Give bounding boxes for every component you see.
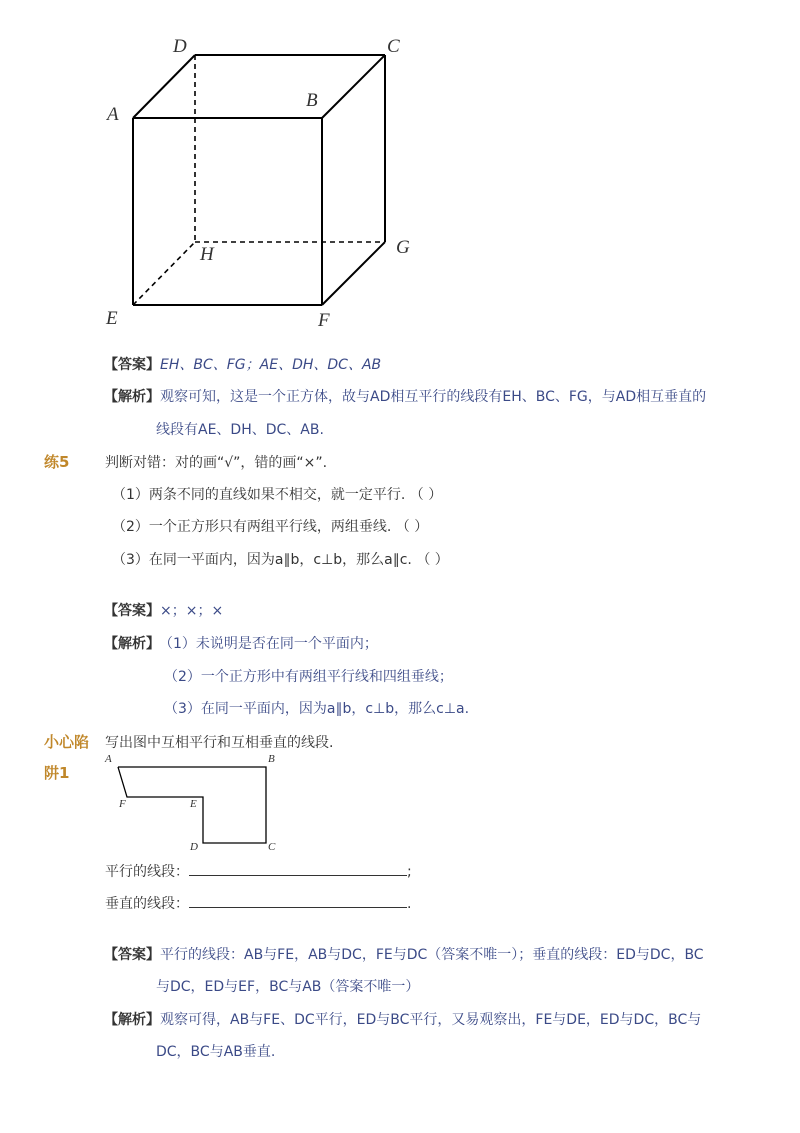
answer-tag: 【答案】: [104, 947, 160, 963]
analysis-tag: 【解析】: [104, 1012, 160, 1028]
analysis-tag: 【解析】: [104, 389, 160, 405]
q5-answer: [104, 600, 223, 620]
trap-label-cont: 阱1: [44, 764, 70, 782]
edge-ad: [133, 55, 195, 118]
fig-label-f: F: [119, 798, 126, 810]
edge-fg: [322, 242, 385, 305]
parallel-line: [105, 861, 412, 881]
cube-label-b: B: [306, 90, 318, 111]
analysis-text: 观察可知，这是一个正方体，故与AD相互平行的线段有EH、BC、FG，与AD相互垂直的: [160, 389, 707, 405]
fig-label-c: C: [268, 841, 276, 853]
trap-prompt: 写出图中互相平行和互相垂直的线段.: [105, 735, 334, 751]
cube-label-h: H: [200, 244, 214, 265]
answer-text: EH、BC、FG；AE、DH、DC、AB: [160, 357, 382, 373]
fig-label-d: D: [190, 841, 198, 853]
perpendicular-label: 垂直的线段：: [105, 896, 189, 912]
perpendicular-answer-blank[interactable]: [189, 893, 407, 908]
edge-bc: [322, 55, 385, 118]
cube-figure: [100, 30, 440, 340]
edge-eh: [133, 242, 195, 305]
trap-analysis: [104, 1009, 701, 1029]
analysis-item-2: （2）一个正方形中有两组平行线和四组垂线；: [164, 669, 453, 685]
answer-text: ×；×；×: [160, 603, 224, 619]
answer-text: 平行的线段：AB与FE，AB与DC，FE与DC（答案不唯一）；垂直的线段：ED与DC，BC: [160, 947, 704, 963]
q4-answer: [104, 354, 381, 374]
cube-label-a: A: [107, 104, 119, 125]
parallel-end: ;: [407, 864, 412, 880]
analysis-tag: 【解析】: [104, 636, 160, 652]
parallel-answer-blank[interactable]: [189, 861, 407, 876]
fig-label-a: A: [105, 753, 112, 765]
analysis-item-3: （3）在同一平面内，因为a∥b，c⊥b，那么c⊥a.: [164, 701, 470, 717]
parallel-label: 平行的线段：: [105, 864, 189, 880]
q4-analysis: [104, 386, 706, 406]
exercise-5-label: 练5: [44, 453, 70, 471]
analysis-item-1: （1）未说明是否在同一个平面内；: [166, 636, 378, 652]
fig-label-b: B: [268, 753, 275, 765]
answer-tag: 【答案】: [104, 357, 160, 373]
q5-item-3: （3）在同一平面内，因为a∥b，c⊥b，那么a∥c. （ ）: [112, 552, 449, 568]
cube-label-c: C: [387, 36, 400, 57]
q5-analysis: [104, 633, 378, 653]
answer-tag: 【答案】: [104, 603, 160, 619]
trap-answer: [104, 944, 704, 964]
perpendicular-end: .: [407, 896, 412, 912]
q5-item-1: （1）两条不同的直线如果不相交，就一定平行. （ ）: [112, 487, 443, 503]
cube-label-f: F: [318, 310, 330, 331]
fig-label-e: E: [190, 798, 197, 810]
analysis-text: 观察可得，AB与FE、DC平行，ED与BC平行，又易观察出，FE与DE，ED与DC，BC与: [160, 1012, 702, 1028]
q5-prompt: 判断对错：对的画“√”，错的画“×”.: [105, 455, 328, 471]
cube-label-e: E: [106, 308, 118, 329]
q5-item-2: （2）一个正方形只有两组平行线，两组垂线. （ ）: [112, 519, 429, 535]
cube-label-g: G: [396, 237, 410, 258]
q4-analysis-cont: 线段有AE、DH、DC、AB.: [156, 422, 324, 438]
l-shape-figure: [100, 755, 300, 855]
cube-label-d: D: [173, 36, 187, 57]
trap-label: 小心陷: [44, 733, 90, 751]
trap-answer-cont: 与DC，ED与EF，BC与AB（答案不唯一）: [156, 979, 420, 995]
perpendicular-line: [105, 893, 411, 913]
trap-analysis-cont: DC，BC与AB垂直.: [156, 1044, 276, 1060]
